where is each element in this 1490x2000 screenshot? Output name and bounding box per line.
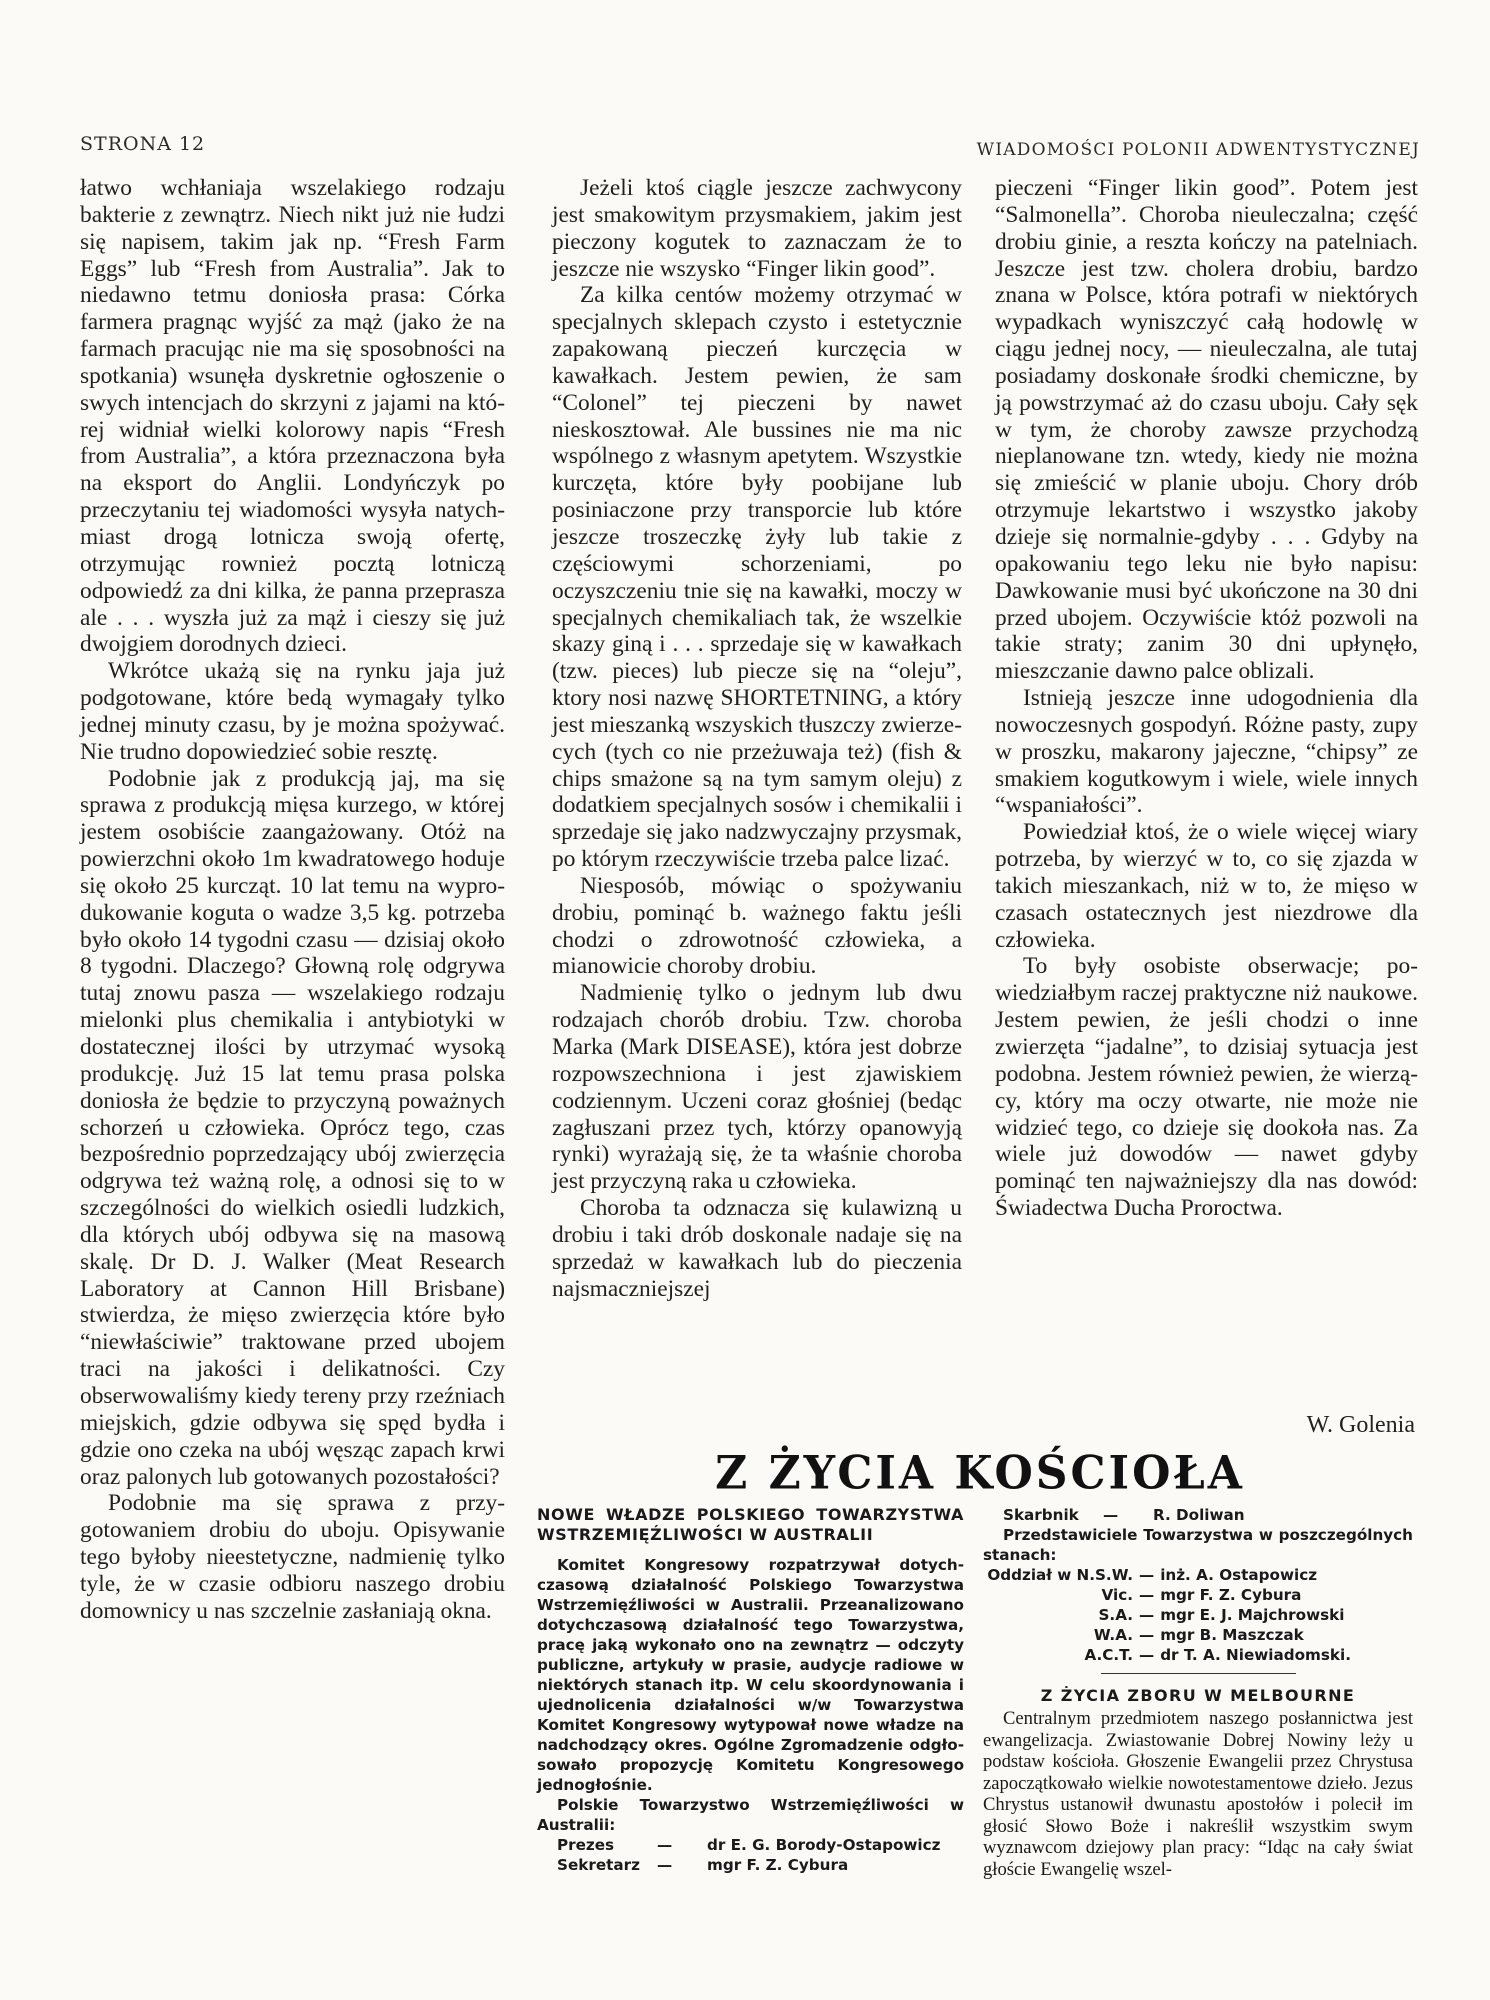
branch-region: S.A. [1098,1606,1133,1624]
article-column-1 [80,175,505,1625]
officer-row [537,1835,964,1855]
branch-person: dr T. A. Niewiadomski. [1160,1646,1351,1664]
branch-person: mgr F. Z. Cybura [1160,1586,1302,1604]
article-paragraph: To były osobiste obserwacje; powiedziałbym raczej praktyczne niż naukowe. Jestem pewien, że jeśli chodzi o inne zwierzęta “jadalne”, to dzisiaj sytuacja jest podobna. Jestem również pewien, że wierzący, który ma oczy otwarte, nie może nie widzieć tego, co dzieje się dookoła nas. Za wiele już dowodów — nawet gdyby pominąć ten najważniejszy dla nas dowód: Świadectwa Ducha Proroctwa. [995,953,1418,1222]
officer-role: Skarbnik [1003,1506,1079,1524]
branch-region: Oddział w N.S.W. [987,1566,1133,1584]
article-paragraph: Niesposób, mówiąc o spożywaniu drobiu, pominąć b. ważnego faktu jeśli chodzi o zdrowotność człowieka, a mianowicie choroby drobiu. [552,872,962,980]
dash: — [657,1836,673,1854]
article-paragraph: Nadmienię tylko o jednym lub dwu rodzajach chorób drobiu. Tzw. choroba Marka (Mark DISEASE), która jest dobrze rozpowszechniona i jest zjawiskiem codziennym. Uczeni coraz głośniej (bedąc zagłuszani przez tych, którzy opanowyją rynki) wyrażają się, że ta właśnie choroba jest przyczyną raka u człowieka. [552,980,962,1195]
section-divider [1101,1673,1296,1674]
dash: — [1139,1566,1155,1584]
branch-region: Vic. [1101,1586,1133,1604]
article-paragraph: łatwo wchłaniaja wszelakiego rodzaju bakterie z zewnątrz. Niech nikt już nie łudzi się napisem, takim jak np. “Fresh Farm Eggs” lub “Fresh from Australia”. Jak to niedawno tetmu doniosła prasa: Córka farmera pragnąc wyjść za mąż (jako że na farmach pracując nie ma się sposobności na spotkania) wsunęła dyskretnie ogłoszenie o swych intencjach do skrzyni z jajami na której widniał wielki kolorowy napis “Fresh from Australia”, a która przeznaczona była na eksport do Anglii. Londyńczyk po przeczytaniu tej wiadomości wysyła natychmiast drogą lotnicza swoją ofertę, otrzymując rownież pocztą lotniczą odpowiedź za dni kilka, że panna przeprasza ale . . . wyszła już za mąż i cieszy się już dwojgiem dorodnych dzieci. [80,175,505,658]
branch-row [983,1625,1413,1645]
dash: — [1139,1646,1155,1664]
society-intro: Polskie Towarzystwo Wstrzemięźliwości w Australii: [537,1796,964,1834]
branch-person: mgr B. Maszczak [1160,1626,1304,1644]
article-column-2 [552,175,962,1302]
page-number: STRONA 12 [80,133,206,155]
officer-row [537,1855,964,1875]
article-paragraph: Powiedział ktoś, że o wiele więcej wiary potrzeba, by wierzyć w to, co się zjazda w takich mieszankach, niż w to, że mięso w czasach ostatecznych jest niezdrowe dla człowieka. [995,819,1418,953]
branch-person: mgr E. J. Majchrowski [1160,1606,1345,1624]
publication-title: WIADOMOŚCI POLONII ADWENTYSTYCZNEJ [976,140,1420,160]
branch-row [983,1645,1413,1665]
dash: — [657,1856,673,1874]
article-paragraph: Choroba ta odznacza się kulawizną u drobiu i taki drób doskonale nadaje się na sprzedaż w kawałkach lub do pieczenia najsmaczniejszej [552,1195,962,1302]
news-body: Komitet Kongresowy rozpatrzywał dotychczasową działalność Polskiego Towarzystwa Wstrzemięźliwości w Australii. Przeanalizowano dotychczasową działalność tego Towarzystwa, pracę jaką wykonało ono na zewnątrz — odczyty publiczne, artykuły w prasie, audycje radiowe w niektórych stanach itp. W celu skoordynowania i ujednolicenia działalności w/w Towarzystwa Komitet Kongresowy wytypował nowe władze na nadchodzący okres. Ogólne Zgromadzenie odgłosowało propozycję Komitetu Kongresowego jednogłośnie. [537,1556,964,1794]
branch-row [983,1565,1413,1585]
dash: — [1103,1506,1119,1524]
dash: — [1139,1606,1155,1624]
dash: — [1139,1586,1155,1604]
branch-region: W.A. [1093,1626,1133,1644]
melbourne-body: Centralnym przedmiotem naszego posłannictwa jest ewangelizacja. Zwiastowanie Dobrej Nowiny leży u podstaw kościoła. Głoszenie Ewangelii przez Chrystusa zapoczątkowało wielkie nowotestamentowe dzieło. Jezus Chrystus ustanowił dwunastu apostołów i polecił im głosić Słowo Boże i nakreślił wszystkim swym wyznawcom dziejowy plan pracy: “Idąc na cały świat głoście Ewangelię wszel- [983,1708,1413,1880]
officer-name: mgr F. Z. Cybura [707,1856,849,1874]
temperance-society-news [537,1505,964,1875]
officer-name: dr E. G. Borody-Ostapowicz [707,1836,941,1854]
branch-person: inż. A. Ostapowicz [1160,1566,1318,1584]
article-paragraph: Wkrótce ukażą się na rynku jaja już podgotowane, które bedą wymagały tylko jednej minuty czasu, by je można spożywać. Nie trudno dopowiedzieć sobie resztę. [80,658,505,765]
news-heading: NOWE WŁADZE POLSKIEGO TOWARZYSTWA WSTRZEMIĘŹLIWOŚCI W AUSTRALII [537,1505,964,1544]
branch-region: A.C.T. [1084,1646,1133,1664]
officer-role: Prezes [557,1836,615,1854]
article-paragraph: Podobnie ma się sprawa z przygotowaniem drobiu do uboju. Opisywanie tego byłoby nieestetyczne, nadmienię tylko tyle, że w czasie odbioru naszego drobiu domownicy u nas szczelnie zasłaniają okna. [80,1490,505,1624]
article-author: W. Golenia [1306,1412,1415,1438]
branch-row [983,1585,1413,1605]
representatives-intro: Przedstawiciele Towarzystwa w poszczególnych stanach: [983,1526,1413,1564]
officer-name: R. Doliwan [1153,1506,1245,1524]
section-title: Z ŻYCIA KOŚCIOŁA [715,1446,1245,1501]
article-paragraph: Za kilka centów możemy otrzymać w specjalnych sklepach czysto i estetycznie zapakowaną pieczeń kurczęcia w kawałkach. Jestem pewien, że sam “Colonel” tej pieczeni by nawet nieskosztował. Ale bussines nie ma nic wspólnego z własnym apetytem. Wszystkie kurczęta, które były poobijane lub posiniaczone przy transporcie lub które jeszcze troszeczkę żyły lub takie z częściowymi schorzeniami, po oczyszczeniu tnie się na kawałki, moczy w specjalnych chemikaliach tak, że wszelkie skazy giną i . . . sprzedaje się w kawałkach (tzw. pieces) lub piecze się na “oleju”, ktory nosi nazwę SHORTETNING, a który jest mieszanką wszyskich tłuszczy zwierzecych (tych co nie przeżuwaja też) (fish & chips smażone są na tym samym oleju) z dodatkiem specjalnych sosów i chemikalii i sprzedaje się jako nadzwyczajny przysmak, po którym rzeczywiście trzeba palce lizać. [552,282,962,873]
article-paragraph: Istnieją jeszcze inne udogodnienia dla nowoczesnych gospodyń. Różne pasty, zupy w proszku, makarony jajeczne, “chipsy” ze smakiem kogutkowym i wiele, wiele innych “wspaniałości”. [995,685,1418,819]
branch-row [983,1605,1413,1625]
officer-row [983,1505,1413,1525]
officer-role: Sekretarz [557,1856,640,1874]
article-paragraph: pieczeni “Finger likin good”. Potem jest “Salmonella”. Choroba nieuleczalna; część drobiu ginie, a reszta kończy na patelniach. Jeszcze jest tzw. cholera drobiu, bardzo znana w Polsce, która potrafi w niektórych wypadkach wyniszczyć całą hodowlę w ciągu jednej nocy, — nieuleczalna, ale tutaj posiadamy doskonałe środki chemiczne, by ją powstrzymać aż do czasu uboju. Cały sęk w tym, że choroby zawsze przychodzą nieplanowane tzn. wtedy, kiedy nie można się zmieścić w planie uboju. Chory drób otrzymuje lekartstwo i wszystko jakoby dzieje się normalnie-gdyby . . . Gdyby na opakowaniu tego leku nie było napisu: Dawkowanie musi być ukończone na 30 dni przed ubojem. Oczywiście któż pozwoli na takie straty; zanim 30 dni upłynęło, mieszczanie dawno palce oblizali. [995,175,1418,685]
society-officers-and-melbourne [983,1505,1413,1880]
article-paragraph: Podobnie jak z produkcją jaj, ma się sprawa z produkcją mięsa kurzego, w której jestem osobiście zaangażowany. Otóż na powierzchni około 1m kwadratowego hoduje się około 25 kurcząt. 10 lat temu na wyprodukowanie koguta o wadze 3,5 kg. potrzeba było około 14 tygodni czasu — dzisiaj około 8 tygodni. Dlaczego? Głowną rolę odgrywa tutaj znowu pasza — wszelakiego rodzaju mielonki plus chemikalia i antybiotyki w dostatecznej ilości by utrzymać wysoką produkcję. Już 15 lat temu prasa polska doniosła że będzie to przyczyną poważnych schorzeń u człowieka. Oprócz tego, czas bezpośrednio poprzedzający ubój zwierzęcia odgrywa też ważną rolę, a odnosi się to w szczególności do wielkich osiedli ludzkich, dla których ubój odbywa się na masową skalę. Dr D. J. Walker (Meat Research Laboratory at Cannon Hill Brisbane) stwierdza, że mięso zwierzęcia które było “niewłaściwie” traktowane przed ubojem traci na jakości i delikatności. Czy obserwowaliśmy kiedy tereny przy rzeźniach miejskich, gdzie odbywa się spęd bydła i gdzie ono czeka na ubój węsząc zapach krwi oraz palonych lub gotowanych pozostałości? [80,765,505,1490]
article-column-3 [995,175,1418,1222]
melbourne-heading: Z ŻYCIA ZBORU W MELBOURNE [1040,1686,1356,1705]
dash: — [1139,1626,1155,1644]
article-paragraph: Jeżeli ktoś ciągle jeszcze zachwycony jest smakowitym przysmakiem, jakim jest pieczony kogutek to zaznaczam że to jeszcze nie wszysko “Finger likin good”. [552,175,962,282]
